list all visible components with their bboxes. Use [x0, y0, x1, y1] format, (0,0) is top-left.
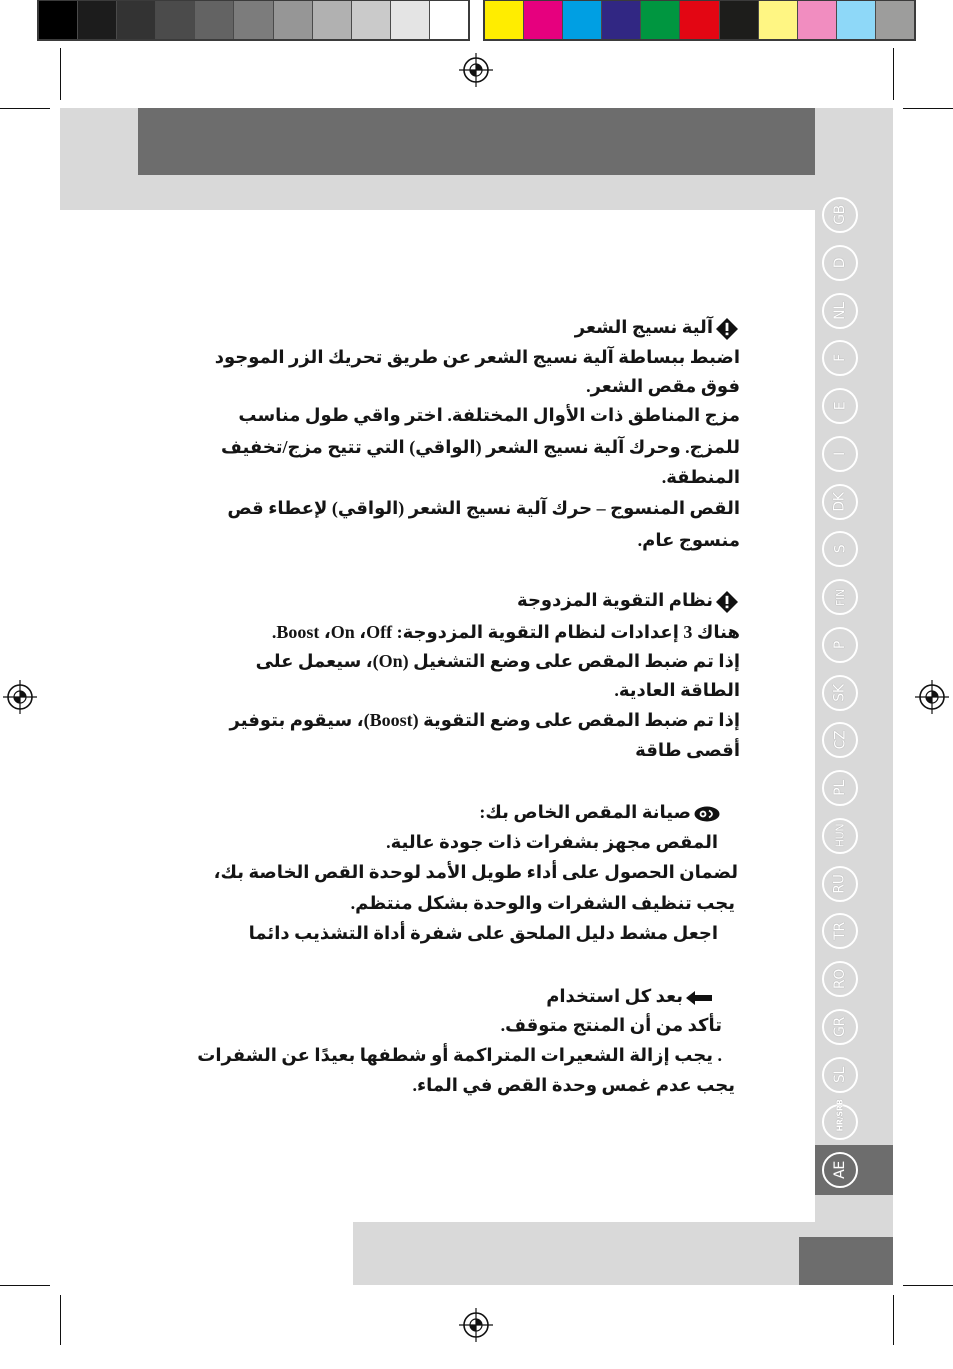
body-line: إذا تم ضبط المقص على وضع التقوية (Boost)، سيقوم بتوفير [229, 710, 740, 730]
maintenance-icon [694, 806, 720, 822]
color-swatch [797, 1, 836, 39]
registration-mark-icon [0, 677, 40, 717]
language-tab-label: SL [832, 1066, 848, 1083]
crop-mark [60, 1295, 61, 1345]
language-tab-f [822, 340, 858, 376]
language-tab-fin [822, 579, 858, 615]
language-tab-d [822, 245, 858, 281]
language-tab-sl [822, 1057, 858, 1093]
arrow-left-icon [686, 991, 712, 1005]
language-tab-label: P [832, 640, 848, 649]
body-line: تأكد من أن المنتج متوقف. [500, 1015, 722, 1035]
color-swatch [233, 1, 272, 39]
color-swatch [640, 1, 679, 39]
language-tab-label: NL [832, 301, 848, 320]
color-swatch [77, 1, 116, 39]
language-tab-ru [822, 866, 858, 902]
section-heading [575, 313, 738, 341]
color-swatch [485, 1, 523, 39]
color-swatch [719, 1, 758, 39]
color-swatch [194, 1, 233, 39]
language-tab-s [822, 531, 858, 567]
color-swatch [155, 1, 194, 39]
body-line: أقصى طاقة [635, 740, 740, 760]
color-swatch [312, 1, 351, 39]
language-tab-label: TR [832, 922, 848, 941]
language-tab-label: DK [832, 491, 848, 512]
body-line: المنطقة. [661, 467, 740, 487]
language-tab-i [822, 436, 858, 472]
color-swatch [39, 1, 77, 39]
warning-diamond-icon [716, 318, 738, 340]
crop-mark [0, 1285, 50, 1286]
body-line: القص المنسوج – حرك آلية نسيج الشعر (الواقي) لإعطاء قص [227, 498, 740, 518]
language-tab-label: RU [832, 873, 848, 894]
crop-mark [60, 48, 61, 100]
footer-page-box [799, 1237, 893, 1285]
language-tab-label: F [831, 354, 848, 363]
registration-mark-icon [456, 1305, 496, 1345]
language-tab-label: D [831, 257, 848, 268]
language-tab-ro [822, 961, 858, 997]
language-tab-e [822, 388, 858, 424]
section-heading-text: آلية نسيج الشعر [574, 317, 713, 337]
section-heading [546, 982, 712, 1010]
color-swatch [390, 1, 429, 39]
color-swatch [758, 1, 797, 39]
body-line: يجب تنظيف الشفرات والوحدة بشكل منتظم. [350, 893, 735, 913]
grayscale-color-bar [37, 0, 470, 41]
color-swatch [429, 1, 468, 39]
body-line: الطاقة العادية. [614, 680, 740, 700]
language-tab-label: GR [831, 1016, 848, 1037]
language-tab-nl [822, 293, 858, 329]
registration-mark-icon [912, 677, 952, 717]
body-line: للمزج. وحرك آلية نسيج الشعر (الواقي) التي تتيح مزج/تخفيف [221, 437, 740, 457]
language-tab-p [822, 627, 858, 663]
section-heading-text: بعد كل استخدام [546, 986, 683, 1006]
registration-mark-icon [456, 50, 496, 90]
language-tab-label: I [832, 451, 848, 456]
color-swatch [601, 1, 640, 39]
language-tab-label: HUN [833, 823, 847, 848]
crop-mark [903, 108, 953, 109]
color-swatch [875, 1, 914, 39]
body-line: إذا تم ضبط المقص على وضع التشغيل (On)، سيعمل على [255, 651, 740, 671]
language-tab-label: GB [831, 205, 848, 225]
section-heading-text: صيانة المقص الخاص بك: [479, 802, 691, 822]
language-tab-label: HR/SRB [835, 1099, 844, 1132]
body-line: منسوج عام. [637, 530, 740, 550]
body-line: اضبط ببساطة آلية نسيج الشعر عن طريق تحريك الزر الموجود [214, 347, 740, 367]
body-line: لضمان الحصول على أداء طويل الأمد لوحدة القص الخاصة بك، [213, 862, 738, 882]
language-tab-gr [822, 1009, 858, 1045]
language-tab-pl [822, 770, 858, 806]
language-tab-label: SK [832, 683, 848, 702]
process-color-bar [483, 0, 916, 41]
section-heading-text: نظام التقوية المزدوجة [517, 590, 713, 610]
color-swatch [523, 1, 562, 39]
language-tab-sk [822, 675, 858, 711]
color-swatch [116, 1, 155, 39]
language-tab-label: RO [832, 968, 848, 990]
language-tab-label: CZ [832, 730, 848, 750]
header-bar [138, 108, 815, 175]
body-line: . يجب إزالة الشعيرات المتراكمة أو شطفها بعيدًا عن الشفرات [197, 1045, 722, 1065]
body-line: مزج المناطق ذات الأوال المختلفة. اختر واقي طول مناسب [238, 405, 740, 425]
body-line: يجب عدم غمس وحدة القص في الماء. [412, 1075, 735, 1095]
section-heading [479, 798, 720, 826]
crop-mark [903, 1285, 953, 1286]
language-tab-dk [822, 484, 858, 520]
color-swatch [273, 1, 312, 39]
body-line: فوق مقص الشعر. [586, 376, 740, 396]
language-tab-label: FIN [833, 588, 847, 606]
crop-mark [893, 1295, 894, 1345]
section-heading [517, 586, 738, 614]
body-line: اجعل مشط دليل الملحق على شفرة أداة التشذيب دائما [248, 923, 718, 943]
language-tab-label: PL [832, 780, 848, 796]
crop-mark [893, 48, 894, 100]
body-line: المقص مجهز بشفرات ذات جودة عالية. [386, 832, 718, 852]
body-line: هناك 3 إعدادات لنظام التقوية المزدوجة: Off،‏ On،‏ Boost. [271, 622, 740, 642]
language-tab-gb [822, 197, 858, 233]
language-tab-cz [822, 722, 858, 758]
language-tab-ae [822, 1152, 858, 1188]
language-tab-tr [822, 913, 858, 949]
language-tab-label: AE [831, 1161, 848, 1179]
warning-diamond-icon [716, 591, 738, 613]
language-tab-hr-srb [822, 1099, 858, 1140]
crop-mark [0, 108, 50, 109]
language-tab-hun [822, 818, 858, 854]
language-tab-label: E [831, 401, 848, 411]
language-tab-label: S [832, 544, 848, 554]
color-swatch [836, 1, 875, 39]
color-swatch [351, 1, 390, 39]
color-swatch [679, 1, 718, 39]
color-swatch [562, 1, 601, 39]
